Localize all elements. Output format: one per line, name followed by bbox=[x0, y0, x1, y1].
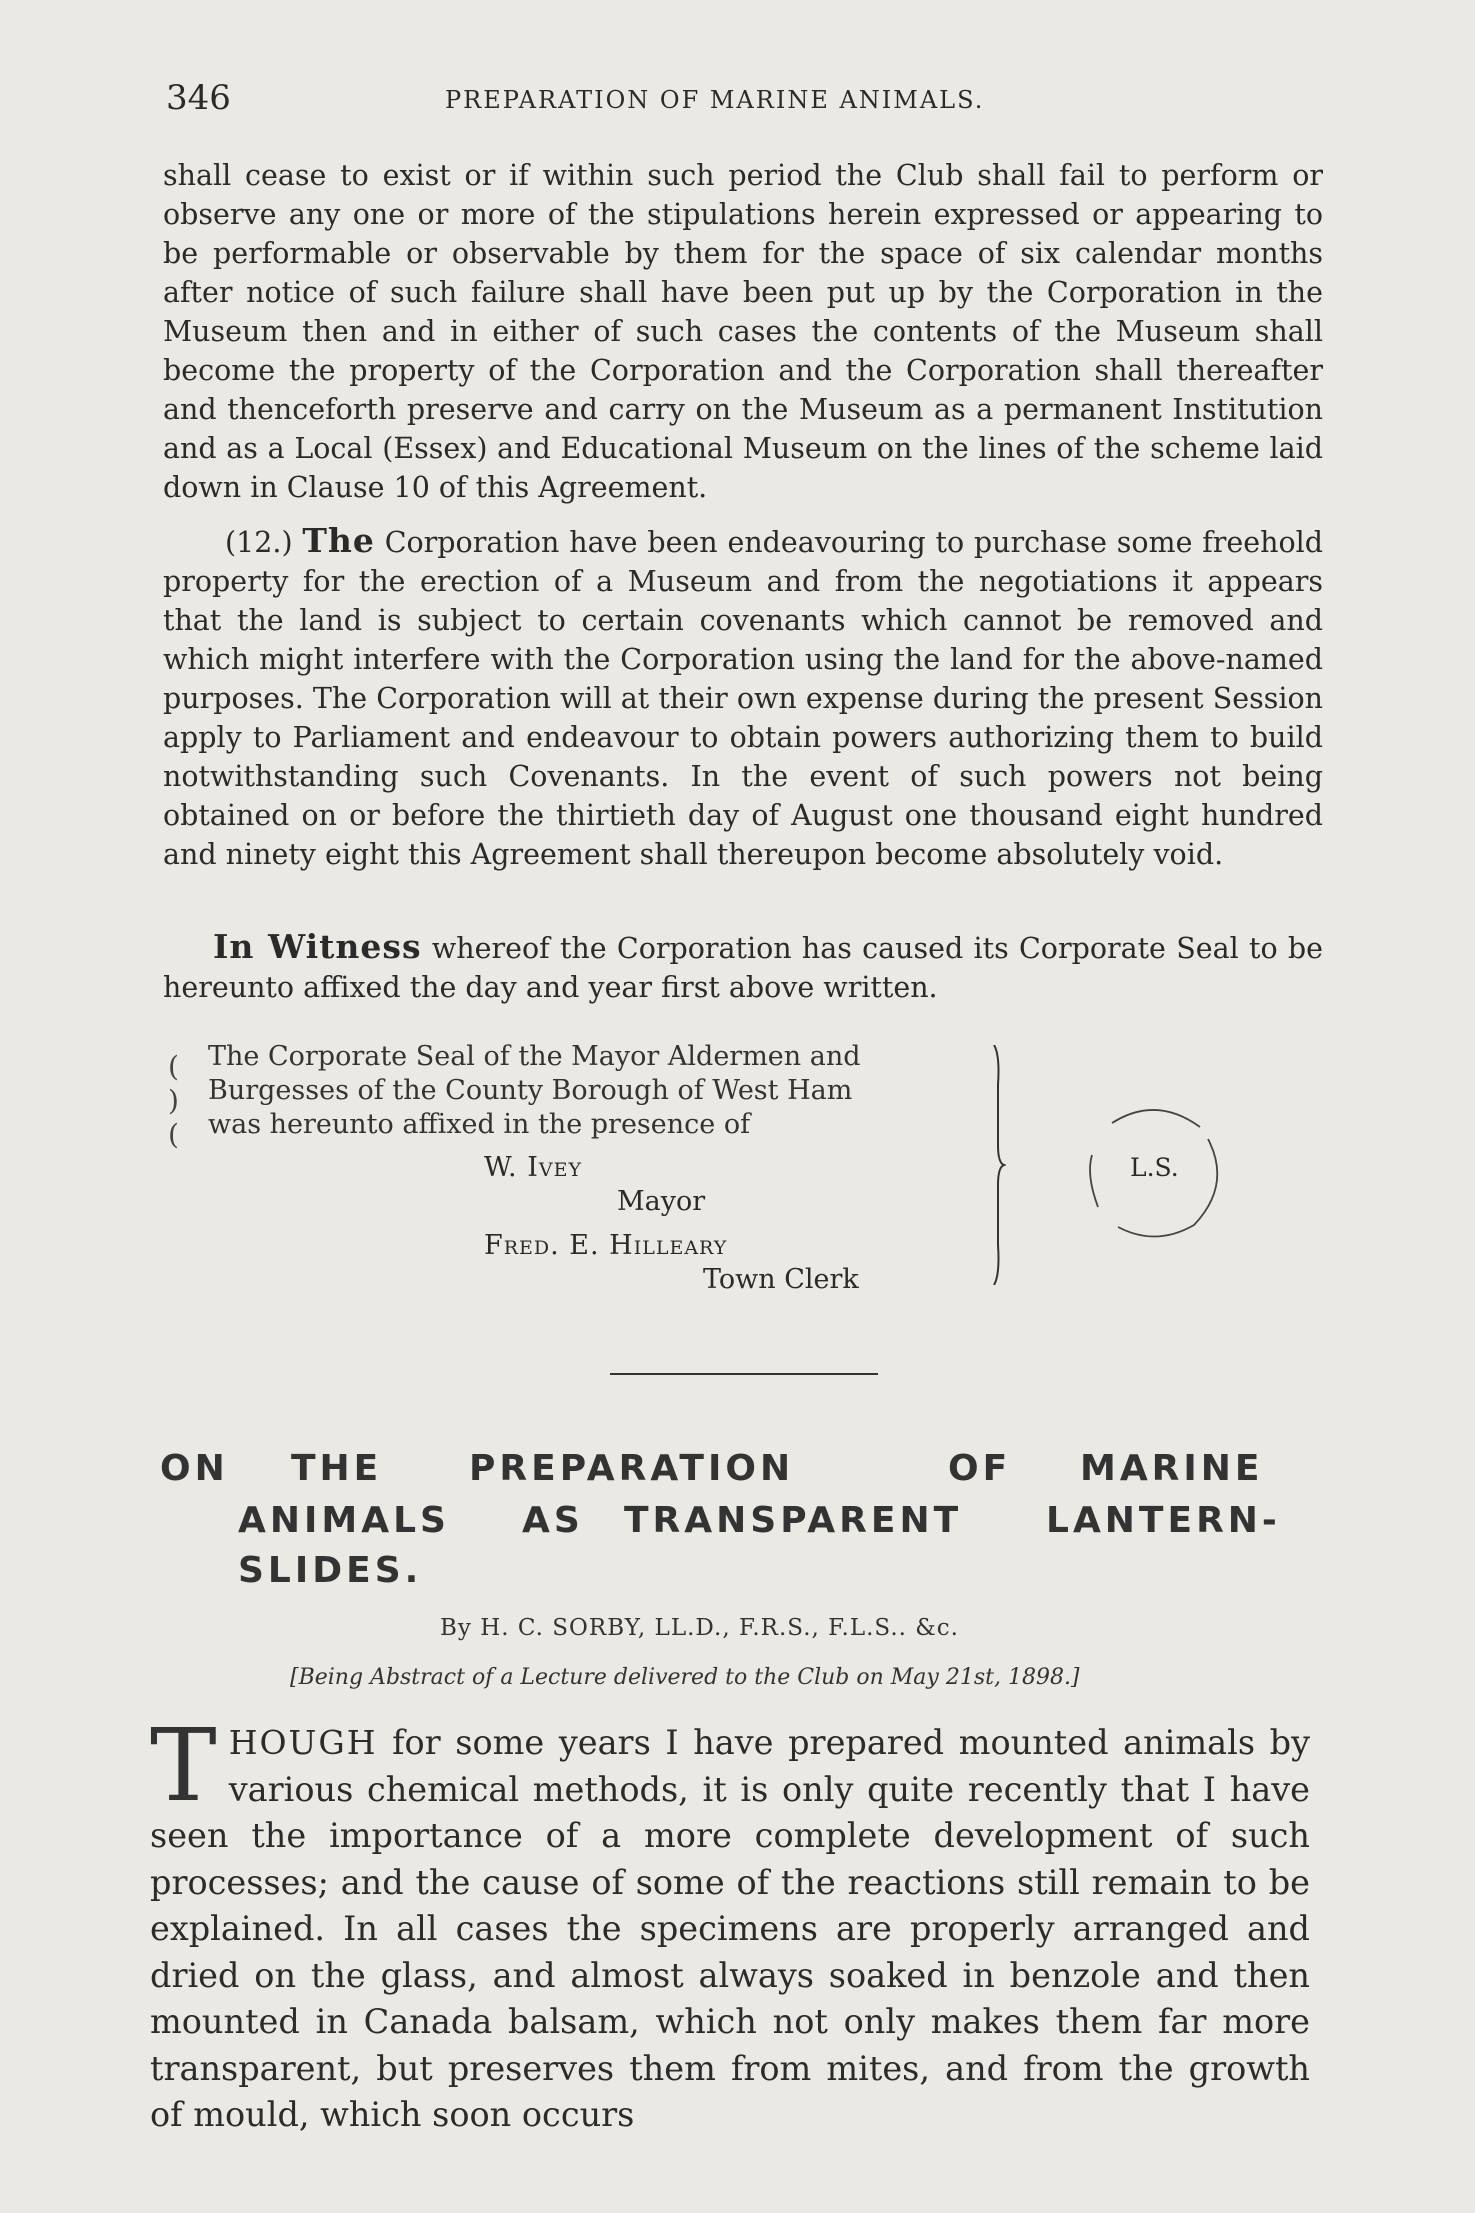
title-word: OF bbox=[948, 1448, 1012, 1489]
witness-paragraph bbox=[163, 927, 1323, 1007]
locus-sigilli-seal bbox=[1082, 1095, 1230, 1245]
seal-clause-line: was hereunto affixed in the presence of bbox=[208, 1109, 751, 1140]
left-brace-mark: ( ) ( bbox=[168, 1050, 179, 1151]
article-body bbox=[150, 1707, 1310, 2139]
article-title-line-3: SLIDES. bbox=[238, 1550, 423, 1591]
agreement-paragraph-12 bbox=[163, 521, 1323, 874]
right-brace bbox=[992, 1045, 1006, 1285]
title-word: PREPARATION bbox=[469, 1448, 795, 1489]
title-word: THE bbox=[291, 1448, 383, 1489]
witness-text: whereof the Corporation has caused its Corporate Seal to be hereunto affixed the day and year first above written. bbox=[163, 932, 1323, 1004]
lecture-note: [Being Abstract of a Lecture delivered to the Club on May 21st, 1898.] bbox=[290, 1665, 1080, 1690]
town-clerk-title: Town Clerk bbox=[703, 1264, 859, 1295]
title-word: ANIMALS bbox=[238, 1500, 450, 1541]
town-clerk-signature: Fred. E. Hilleary bbox=[484, 1230, 728, 1261]
clause-12-text: Corporation have been endeavouring to purchase some freehold property for the erection of a Museum and from the negotiations it appears that the land is subject to certain covenants which cannot be removed and which might interfere with the Corporation using the land for the above-named purposes. The Corporation will at their own expense during the present Session apply to Parliament and endeavour to obtain powers authorizing them to build notwithstanding such Covenants. In the event of such powers not being obtained on or before the thirtieth day of August one thousand eight hundred and ninety eight this Agreement shall thereupon become absolutely void. bbox=[163, 526, 1324, 871]
ls-label: L.S. bbox=[1130, 1153, 1179, 1182]
article-title-line-2 bbox=[160, 1500, 1320, 1544]
running-head: PREPARATION OF MARINE ANIMALS. bbox=[445, 86, 985, 114]
seal-clause-line: Burgesses of the County Borough of West Ham bbox=[208, 1075, 853, 1106]
title-word: LANTERN- bbox=[1046, 1500, 1281, 1541]
blackletter-in-witness: In Witness bbox=[213, 927, 422, 966]
article-title-line-1 bbox=[160, 1448, 1320, 1492]
title-word: MARINE bbox=[1080, 1448, 1264, 1489]
section-divider bbox=[610, 1373, 878, 1375]
drop-cap: T bbox=[150, 1707, 217, 1824]
seal-clause-line: The Corporate Seal of the Mayor Aldermen and bbox=[208, 1041, 861, 1072]
title-word: AS bbox=[522, 1500, 584, 1541]
page-number: 346 bbox=[166, 78, 231, 118]
mayor-title: Mayor bbox=[617, 1186, 706, 1217]
agreement-paragraph-1: shall cease to exist or if within such period the Club shall fail to perform or observe any one or more of the stipulations herein expressed or appearing to be performable or observable by them for the space of six calendar months after notice of such failure shall have been put up by the Corporation in the Museum then and in either of such cases the contents of the Museum shall become the property of the Corporation and the Corporation shall thereafter and thenceforth preserve and carry on the Museum as a permanent Institution and as a Local (Essex) and Educational Museum on the lines of the scheme laid down in Clause 10 of this Agreement. bbox=[163, 159, 1323, 504]
title-word: ON bbox=[160, 1448, 229, 1489]
first-word: HOUGH bbox=[228, 1723, 378, 1762]
author-byline: By H. C. SORBY, LL.D., F.R.S., F.L.S.. &c. bbox=[440, 1615, 959, 1641]
mayor-signature: W. Ivey bbox=[484, 1152, 582, 1183]
page-header bbox=[160, 78, 1320, 122]
seal-clause bbox=[208, 1040, 968, 1142]
blackletter-the: The bbox=[302, 521, 375, 560]
title-word: TRANSPARENT bbox=[624, 1500, 963, 1541]
clause-number: (12.) bbox=[225, 526, 293, 559]
article-body-text: for some years I have prepared mounted animals by various chemical methods, it is only quite recently that I have seen the importance of a more complete development of such processes; and the cause of some of the reactions still remain to be explained. In all cases the specimens are properly arranged and dried on the glass, and almost always soaked in benzole and then mounted in Canada balsam, which not only makes them far more transparent, but preserves them from mites, and from the growth of mould, which soon occurs bbox=[150, 1723, 1310, 2134]
